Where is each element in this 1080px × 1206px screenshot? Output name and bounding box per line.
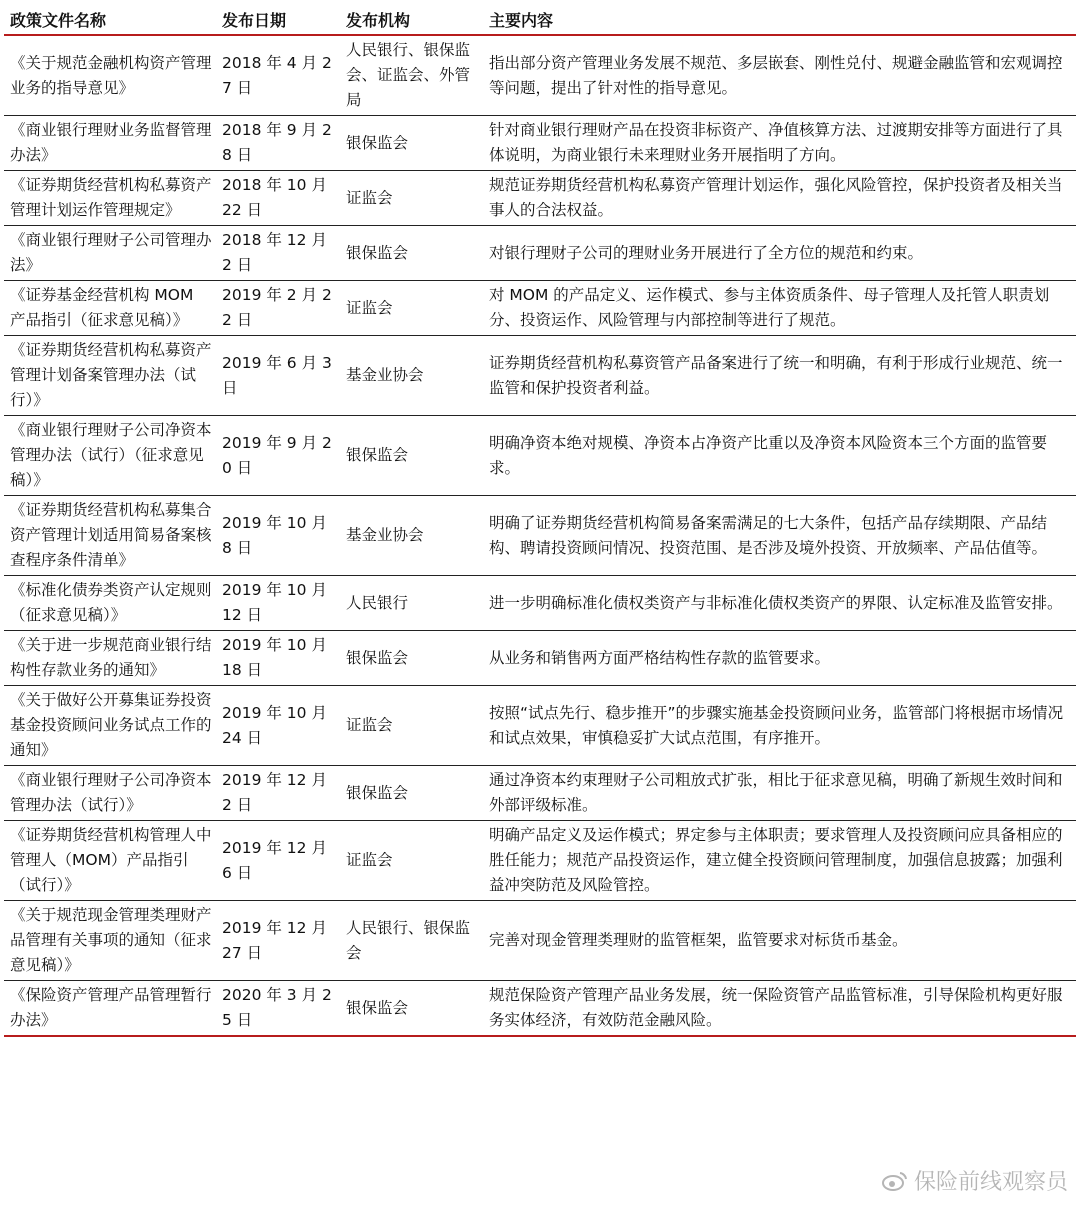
cell-policy-name: 《关于做好公开募集证券投资基金投资顾问业务试点工作的通知》 bbox=[4, 686, 216, 766]
cell-org: 银保监会 bbox=[340, 226, 483, 281]
cell-org: 银保监会 bbox=[340, 116, 483, 171]
cell-content: 规范证券期货经营机构私募资产管理计划运作，强化风险管控，保护投资者及相关当事人的合法权益。 bbox=[483, 171, 1076, 226]
table-row bbox=[4, 496, 1076, 576]
table-row bbox=[4, 416, 1076, 496]
watermark-text: 保险前线观察员 bbox=[913, 1170, 1068, 1195]
cell-date: 2019 年 10 月 8 日 bbox=[216, 496, 340, 576]
cell-content: 规范保险资产管理产品业务发展，统一保险资管产品监管标准，引导保险机构更好服务实体经济，有效防范金融风险。 bbox=[483, 981, 1076, 1037]
watermark bbox=[882, 1165, 1068, 1196]
cell-content: 明确产品定义及运作模式；界定参与主体职责；要求管理人及投资顾问应具备相应的胜任能力；规范产品投资运作，建立健全投资顾问管理制度，加强信息披露；加强利益冲突防范及风险管控。 bbox=[483, 821, 1076, 901]
cell-org: 银保监会 bbox=[340, 981, 483, 1037]
cell-policy-name: 《证券基金经营机构 MOM 产品指引（征求意见稿）》 bbox=[4, 281, 216, 336]
cell-date: 2019 年 12 月 6 日 bbox=[216, 821, 340, 901]
cell-policy-name: 《证券期货经营机构管理人中管理人（MOM）产品指引（试行）》 bbox=[4, 821, 216, 901]
cell-date: 2019 年 10 月 18 日 bbox=[216, 631, 340, 686]
cell-date: 2019 年 9 月 20 日 bbox=[216, 416, 340, 496]
cell-date: 2019 年 6 月 3 日 bbox=[216, 336, 340, 416]
cell-policy-name: 《证券期货经营机构私募资产管理计划运作管理规定》 bbox=[4, 171, 216, 226]
header-date: 发布日期 bbox=[216, 4, 340, 35]
cell-content: 针对商业银行理财产品在投资非标资产、净值核算方法、过渡期安排等方面进行了具体说明，为商业银行未来理财业务开展指明了方向。 bbox=[483, 116, 1076, 171]
cell-org: 银保监会 bbox=[340, 416, 483, 496]
table-row bbox=[4, 981, 1076, 1037]
table-row bbox=[4, 576, 1076, 631]
cell-org: 证监会 bbox=[340, 171, 483, 226]
cell-content: 明确净资本绝对规模、净资本占净资产比重以及净资本风险资本三个方面的监管要求。 bbox=[483, 416, 1076, 496]
cell-policy-name: 《商业银行理财子公司净资本管理办法（试行）（征求意见稿）》 bbox=[4, 416, 216, 496]
cell-org: 基金业协会 bbox=[340, 336, 483, 416]
cell-org: 银保监会 bbox=[340, 631, 483, 686]
table-row bbox=[4, 901, 1076, 981]
cell-content: 从业务和销售两方面严格结构性存款的监管要求。 bbox=[483, 631, 1076, 686]
cell-date: 2018 年 4 月 27 日 bbox=[216, 35, 340, 116]
cell-policy-name: 《关于进一步规范商业银行结构性存款业务的通知》 bbox=[4, 631, 216, 686]
cell-policy-name: 《商业银行理财子公司净资本管理办法（试行）》 bbox=[4, 766, 216, 821]
cell-date: 2019 年 10 月 24 日 bbox=[216, 686, 340, 766]
cell-content: 对 MOM 的产品定义、运作模式、参与主体资质条件、母子管理人及托管人职责划分、投资运作、风险管理与内部控制等进行了规范。 bbox=[483, 281, 1076, 336]
table-body bbox=[4, 35, 1076, 1036]
table-row bbox=[4, 35, 1076, 116]
cell-date: 2018 年 10 月 22 日 bbox=[216, 171, 340, 226]
cell-policy-name: 《商业银行理财业务监督管理办法》 bbox=[4, 116, 216, 171]
header-row bbox=[4, 4, 1076, 35]
table-row bbox=[4, 686, 1076, 766]
cell-org: 银保监会 bbox=[340, 766, 483, 821]
cell-policy-name: 《关于规范现金管理类理财产品管理有关事项的通知（征求意见稿）》 bbox=[4, 901, 216, 981]
cell-org: 人民银行、银保监会、证监会、外管局 bbox=[340, 35, 483, 116]
cell-policy-name: 《商业银行理财子公司管理办法》 bbox=[4, 226, 216, 281]
cell-content: 指出部分资产管理业务发展不规范、多层嵌套、刚性兑付、规避金融监管和宏观调控等问题，提出了针对性的指导意见。 bbox=[483, 35, 1076, 116]
header-content: 主要内容 bbox=[483, 4, 1076, 35]
cell-date: 2019 年 12 月 27 日 bbox=[216, 901, 340, 981]
cell-policy-name: 《证券期货经营机构私募集合资产管理计划适用简易备案核查程序条件清单》 bbox=[4, 496, 216, 576]
header-org: 发布机构 bbox=[340, 4, 483, 35]
cell-content: 完善对现金管理类理财的监管框架，监管要求对标货币基金。 bbox=[483, 901, 1076, 981]
cell-date: 2019 年 10 月 12 日 bbox=[216, 576, 340, 631]
cell-content: 进一步明确标准化债权类资产与非标准化债权类资产的界限、认定标准及监管安排。 bbox=[483, 576, 1076, 631]
cell-org: 人民银行 bbox=[340, 576, 483, 631]
cell-org: 证监会 bbox=[340, 281, 483, 336]
table-row bbox=[4, 766, 1076, 821]
cell-policy-name: 《证券期货经营机构私募资产管理计划备案管理办法（试行）》 bbox=[4, 336, 216, 416]
table-row bbox=[4, 631, 1076, 686]
cell-org: 证监会 bbox=[340, 686, 483, 766]
cell-content: 通过净资本约束理财子公司粗放式扩张，相比于征求意见稿，明确了新规生效时间和外部评级标准。 bbox=[483, 766, 1076, 821]
cell-date: 2019 年 2 月 22 日 bbox=[216, 281, 340, 336]
cell-org: 证监会 bbox=[340, 821, 483, 901]
cell-date: 2018 年 9 月 28 日 bbox=[216, 116, 340, 171]
cell-org: 基金业协会 bbox=[340, 496, 483, 576]
cell-org: 人民银行、银保监会 bbox=[340, 901, 483, 981]
weibo-icon bbox=[882, 1171, 908, 1191]
policy-table bbox=[4, 4, 1076, 1037]
cell-content: 明确了证券期货经营机构简易备案需满足的七大条件，包括产品存续期限、产品结构、聘请投资顾问情况、投资范围、是否涉及境外投资、开放频率、产品估值等。 bbox=[483, 496, 1076, 576]
table-row bbox=[4, 116, 1076, 171]
cell-policy-name: 《保险资产管理产品管理暂行办法》 bbox=[4, 981, 216, 1037]
table-row bbox=[4, 821, 1076, 901]
table-row bbox=[4, 226, 1076, 281]
cell-date: 2019 年 12 月 2 日 bbox=[216, 766, 340, 821]
cell-policy-name: 《关于规范金融机构资产管理业务的指导意见》 bbox=[4, 35, 216, 116]
cell-content: 对银行理财子公司的理财业务开展进行了全方位的规范和约束。 bbox=[483, 226, 1076, 281]
cell-content: 按照“试点先行、稳步推开”的步骤实施基金投资顾问业务，监管部门将根据市场情况和试点效果，审慎稳妥扩大试点范围，有序推开。 bbox=[483, 686, 1076, 766]
header-policy-name: 政策文件名称 bbox=[4, 4, 216, 35]
cell-date: 2020 年 3 月 25 日 bbox=[216, 981, 340, 1037]
cell-date: 2018 年 12 月 2 日 bbox=[216, 226, 340, 281]
cell-content: 证券期货经营机构私募资管产品备案进行了统一和明确，有利于形成行业规范、统一监管和保护投资者利益。 bbox=[483, 336, 1076, 416]
table-row bbox=[4, 171, 1076, 226]
table-row bbox=[4, 281, 1076, 336]
table-row bbox=[4, 336, 1076, 416]
cell-policy-name: 《标准化债券类资产认定规则（征求意见稿）》 bbox=[4, 576, 216, 631]
